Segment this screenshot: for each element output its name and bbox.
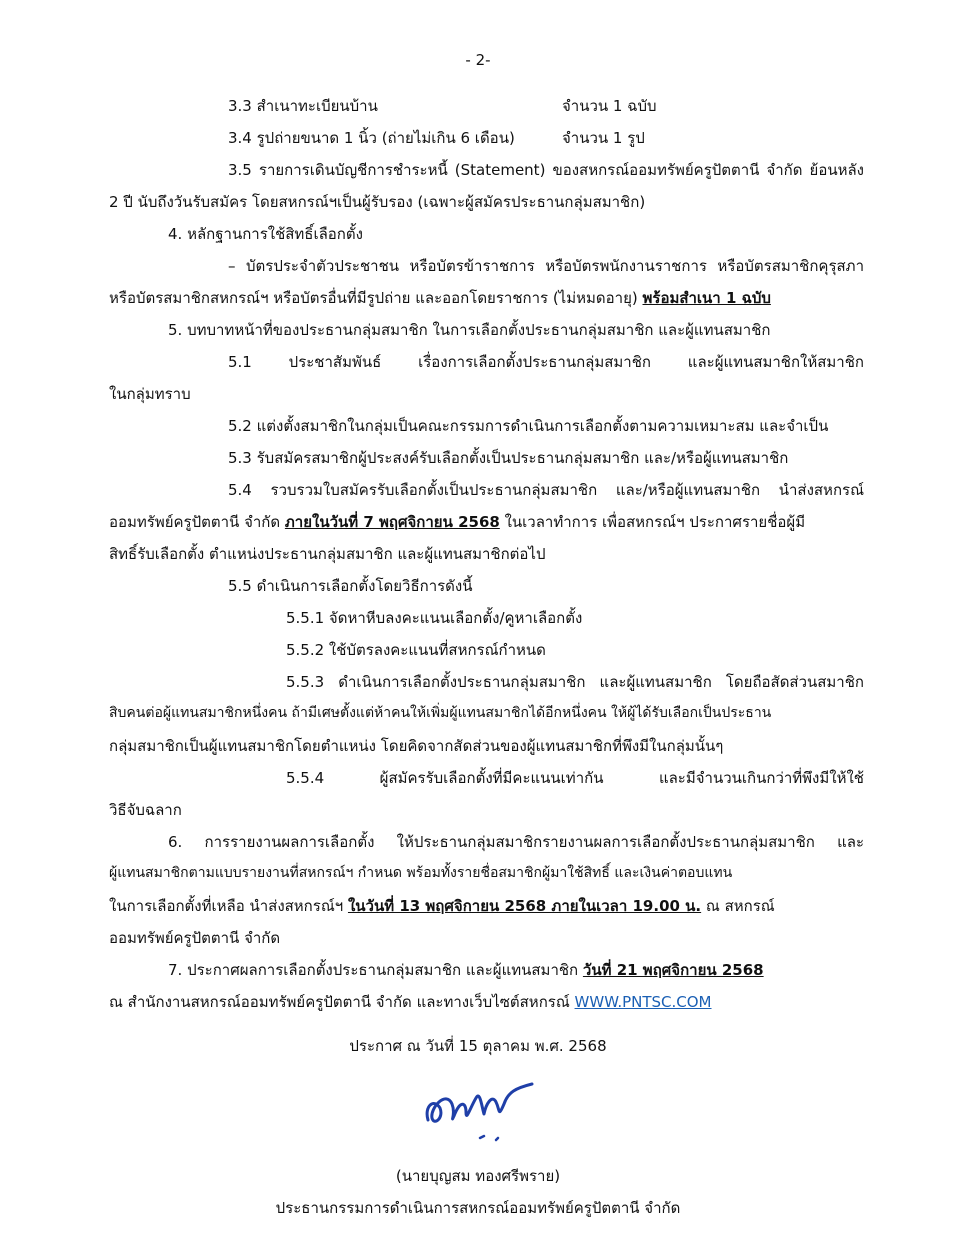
item-4-line2 bbox=[109, 288, 771, 308]
signer-name: (นายบุญสม ทองศรีพราย) bbox=[395, 1167, 561, 1185]
item-6-line3c: ณ สหกรณ์ bbox=[705, 897, 775, 915]
item-5-4-line2c: ในเวลาทำการ เพื่อสหกรณ์ฯ ประกาศรายชื่อผู้มี bbox=[504, 513, 806, 531]
item-7-line2 bbox=[109, 992, 712, 1012]
item-5-5-2: 5.5.2 ใช้บัตรลงคะแนนที่สหกรณ์กำหนด bbox=[286, 641, 546, 659]
item-7-line1 bbox=[168, 960, 764, 980]
item-5-heading: 5. บทบาทหน้าที่ของประธานกลุ่มสมาชิก ในการเลือกตั้งประธานกลุ่มสมาชิก และผู้แทนสมาชิก bbox=[168, 321, 771, 339]
item-3-3-label: 3.3 สำเนาทะเบียนบ้าน bbox=[228, 97, 378, 115]
item-3-5-line1: 3.5 รายการเดินบัญชีการชำระหนี้ (Statement) ของสหกรณ์ออมทรัพย์ครูปัตตานี จำกัด ย้อนหลัง bbox=[228, 161, 864, 179]
item-6-deadline: ในวันที่ 13 พฤศจิกายน 2568 ภายในเวลา 19.00 น. bbox=[347, 897, 702, 915]
item-6-line3 bbox=[109, 896, 775, 916]
item-5-4-deadline: ภายในวันที่ 7 พฤศจิกายน 2568 bbox=[284, 513, 500, 531]
item-6-line3a: ในการเลือกตั้งที่เหลือ นำส่งสหกรณ์ฯ bbox=[109, 897, 344, 915]
item-6-line1: 6. การรายงานผลการเลือกตั้ง ให้ประธานกลุ่มสมาชิกรายงานผลการเลือกตั้งประธานกลุ่มสมาชิก และ bbox=[168, 833, 864, 851]
item-3-4-qty: จำนวน 1 รูป bbox=[562, 129, 645, 147]
item-5-5-1: 5.5.1 จัดหาหีบลงคะแนนเลือกตั้ง/คูหาเลือกตั้ง bbox=[286, 609, 583, 627]
item-5-3: 5.3 รับสมัครสมาชิกผู้ประสงค์รับเลือกตั้งเป็นประธานกลุ่มสมาชิก และ/หรือผู้แทนสมาชิก bbox=[228, 449, 789, 467]
item-3-3-qty: จำนวน 1 ฉบับ bbox=[562, 97, 657, 115]
page-number: - 2- bbox=[465, 51, 491, 69]
item-5-5-4-line1: 5.5.4 ผู้สมัครรับเลือกตั้งที่มีคะแนนเท่ากัน และมีจำนวนเกินกว่าที่พึงมีให้ใช้ bbox=[286, 769, 864, 787]
item-5-5-3-line3: กลุ่มสมาชิกเป็นผู้แทนสมาชิกโดยตำแหน่ง โดยคิดจากสัดส่วนของผู้แทนสมาชิกที่พึงมีในกลุ่มนั้นๆ bbox=[109, 737, 724, 755]
item-7-line1a: 7. ประกาศผลการเลือกตั้งประธานกลุ่มสมาชิก และผู้แทนสมาชิก bbox=[168, 961, 579, 979]
item-7-announce-date: วันที่ 21 พฤศจิกายน 2568 bbox=[582, 961, 764, 979]
item-5-2: 5.2 แต่งตั้งสมาชิกในกลุ่มเป็นคณะกรรมการดำเนินการเลือกตั้งตามความเหมาะสม และจำเป็น bbox=[228, 417, 829, 435]
item-5-4-line2a: ออมทรัพย์ครูปัตตานี จำกัด bbox=[109, 513, 281, 531]
item-5-1-line1: 5.1 ประชาสัมพันธ์ เรื่องการเลือกตั้งประธานกลุ่มสมาชิก และผู้แทนสมาชิกให้สมาชิก bbox=[228, 353, 864, 371]
item-7-line2a: ณ สำนักงานสหกรณ์ออมทรัพย์ครูปัตตานี จำกัด และทางเว็บไซต์สหกรณ์ bbox=[109, 993, 570, 1011]
item-5-5-heading: 5.5 ดำเนินการเลือกตั้งโดยวิธีการดังนี้ bbox=[228, 577, 473, 595]
signature-image bbox=[420, 1068, 540, 1148]
item-5-5-3-line2: สิบคนต่อผู้แทนสมาชิกหนึ่งคน ถ้ามีเศษตั้งแต่ห้าคนให้เพิ่มผู้แทนสมาชิกได้อีกหนึ่งคน ให้ผู้ได้รับเลือกเป็นประธาน bbox=[109, 705, 772, 721]
item-5-4-line1: 5.4 รวบรวมใบสมัครรับเลือกตั้งเป็นประธานกลุ่มสมาชิก และ/หรือผู้แทนสมาชิก นำส่งสหกรณ์ bbox=[228, 481, 864, 499]
website-link[interactable]: WWW.PNTSC.COM bbox=[574, 993, 712, 1011]
item-4-line1: – บัตรประจำตัวประชาชน หรือบัตรข้าราชการ หรือบัตรพนักงานราชการ หรือบัตรสมาชิกคุรุสภา bbox=[228, 257, 864, 275]
item-6-line2: ผู้แทนสมาชิกตามแบบรายงานที่สหกรณ์ฯ กำหนด พร้อมทั้งรายชื่อสมาชิกผู้มาใช้สิทธิ์ และเงินค่าตอบแทน bbox=[109, 865, 733, 881]
item-4-copy-note: พร้อมสำเนา 1 ฉบับ bbox=[642, 289, 771, 307]
item-4-heading: 4. หลักฐานการใช้สิทธิ์เลือกตั้ง bbox=[168, 225, 363, 243]
signer-title: ประธานกรรมการดำเนินการสหกรณ์ออมทรัพย์ครูปัตตานี จำกัด bbox=[275, 1199, 681, 1217]
item-4-line2-text: หรือบัตรสมาชิกสหกรณ์ฯ หรือบัตรอื่นที่มีรูปถ่าย และออกโดยราชการ (ไม่หมดอายุ) bbox=[109, 289, 638, 307]
item-5-1-line2: ในกลุ่มทราบ bbox=[109, 385, 191, 403]
announcement-date: ประกาศ ณ วันที่ 15 ตุลาคม พ.ศ. 2568 bbox=[349, 1037, 607, 1055]
item-5-4-line2 bbox=[109, 512, 805, 532]
item-3-4-label: 3.4 รูปถ่ายขนาด 1 นิ้ว (ถ่ายไม่เกิน 6 เดือน) bbox=[228, 129, 515, 147]
item-5-5-3-line1: 5.5.3 ดำเนินการเลือกตั้งประธานกลุ่มสมาชิก และผู้แทนสมาชิก โดยถือสัดส่วนสมาชิก bbox=[286, 673, 864, 691]
item-6-line4: ออมทรัพย์ครูปัตตานี จำกัด bbox=[109, 929, 281, 947]
item-5-5-4-line2: วิธีจับฉลาก bbox=[109, 801, 182, 819]
item-3-5-line2: 2 ปี นับถึงวันรับสมัคร โดยสหกรณ์ฯเป็นผู้รับรอง (เฉพาะผู้สมัครประธานกลุ่มสมาชิก) bbox=[109, 193, 646, 211]
item-5-4-line3: สิทธิ์รับเลือกตั้ง ตำแหน่งประธานกลุ่มสมาชิก และผู้แทนสมาชิกต่อไป bbox=[109, 545, 546, 563]
